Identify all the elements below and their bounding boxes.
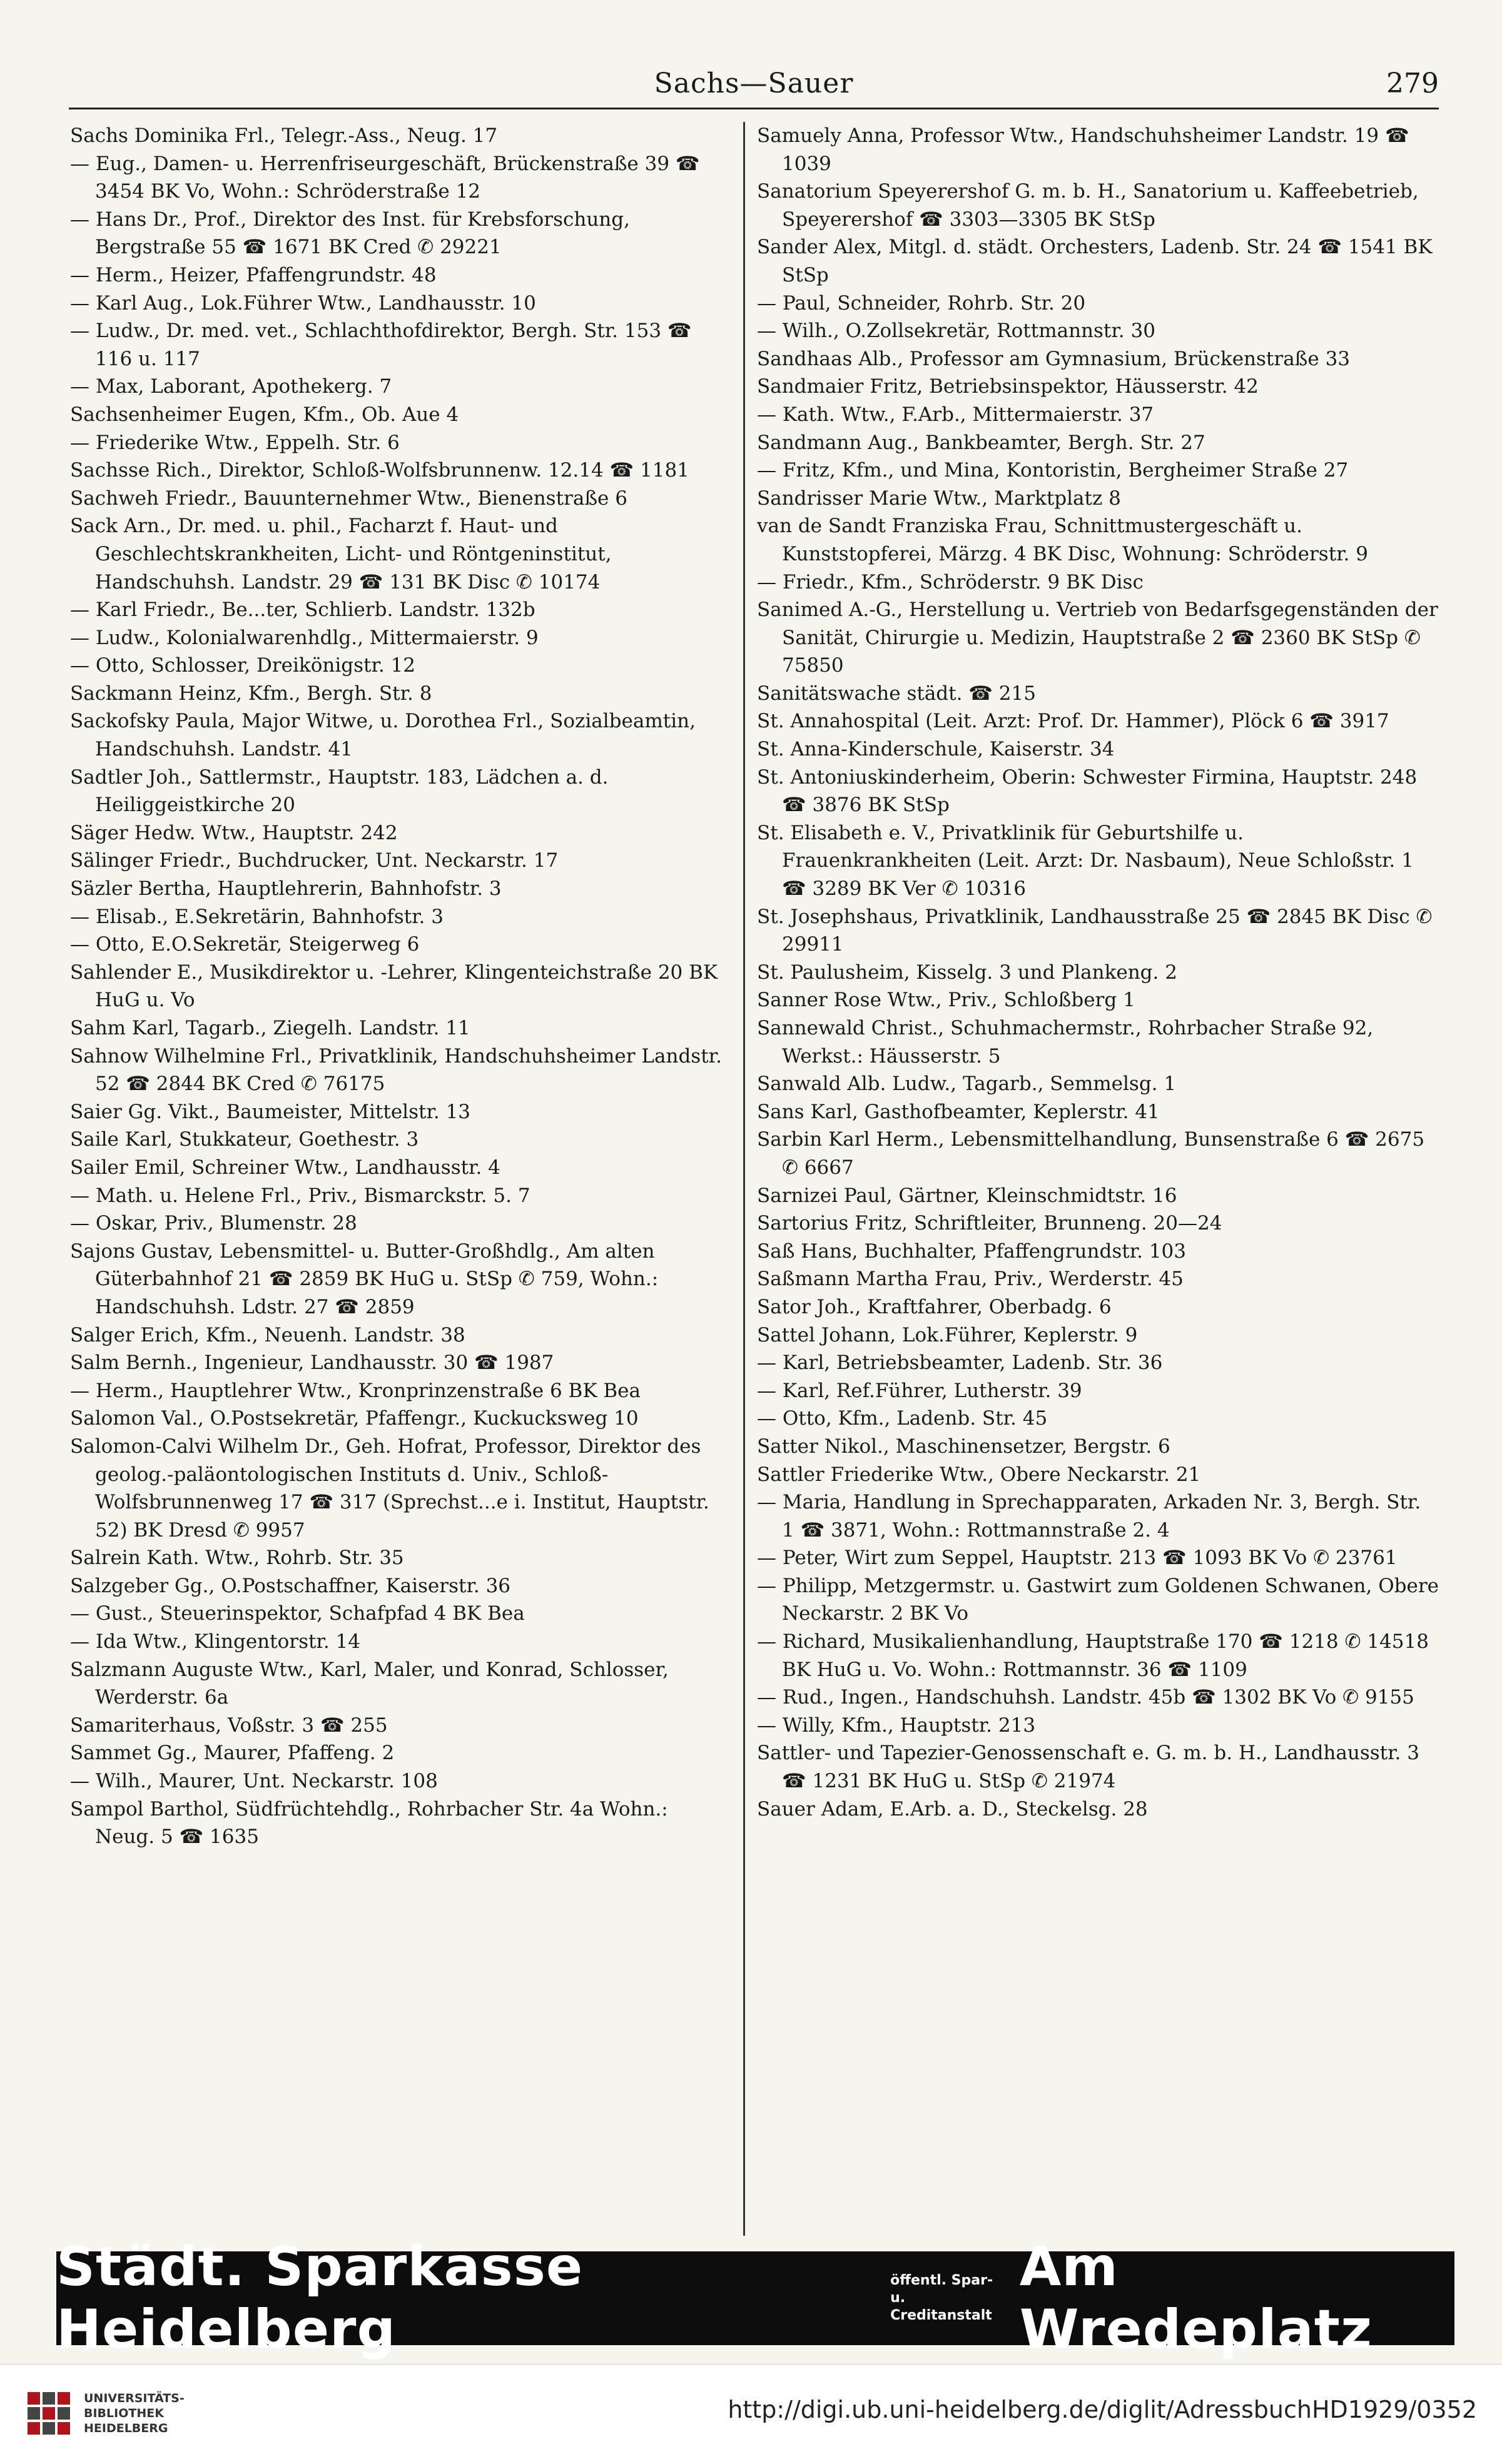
directory-entry: — Philipp, Metzgermstr. u. Gastwirt zum Goldenen Schwanen, Obere Neckarstr. 2 BK Vo [757,1574,1439,1625]
directory-entry: — Kath. Wtw., F.Arb., Mittermaierstr. 37 [757,403,1154,426]
page-header [69,68,1439,111]
column-divider [743,122,745,2236]
header-rule [69,108,1439,109]
directory-entry: Sailer Emil, Schreiner Wtw., Landhausstr. 4 [70,1156,500,1179]
directory-entry: Säzler Bertha, Hauptlehrerin, Bahnhofstr. 3 [70,877,502,901]
directory-entry: — Ludw., Dr. med. vet., Schlachthofdirektor, Bergh. Str. 153 ☎ 116 u. 117 [70,320,692,370]
directory-entry: — Otto, Kfm., Ladenb. Str. 45 [757,1407,1048,1430]
directory-entry: — Karl Friedr., Be...ter, Schlierb. Landstr. 132b [70,598,535,622]
directory-entry: — Wilh., O.Zollsekretär, Rottmannstr. 30 [757,320,1155,343]
directory-entry: Sartorius Fritz, Schriftleiter, Brunneng. 20—24 [757,1212,1222,1235]
directory-entry: Sahm Karl, Tagarb., Ziegelh. Landstr. 11 [70,1017,470,1039]
directory-entry: Salomon Val., O.Postsekretär, Pfaffengr., Kuckucksweg 10 [70,1407,639,1430]
directory-entry: Sattler Friederike Wtw., Obere Neckarstr. 21 [757,1463,1201,1486]
directory-entry: Sadtler Joh., Sattlermstr., Hauptstr. 183, Lädchen a. d. Heiliggeistkirche 20 [70,765,609,817]
directory-entry: Sammet Gg., Maurer, Pfaffeng. 2 [70,1742,395,1765]
directory-entry: — Karl Aug., Lok.Führer Wtw., Landhausstr. 10 [70,291,536,315]
running-title: Sachs—Sauer [654,68,854,99]
directory-entry: — Karl, Betriebsbeamter, Ladenb. Str. 36 [757,1351,1163,1375]
directory-entry: Sanner Rose Wtw., Priv., Schloßberg 1 [757,989,1135,1012]
directory-entry: Sattler- und Tapezier-Genossenschaft e. G. m. b. H., Landhausstr. 3 ☎ 1231 BK HuG u. StSp ✆ 21974 [757,1742,1419,1793]
directory-entry: — Friedr., Kfm., Schröderstr. 9 BK Disc [757,570,1144,593]
directory-entry: Samariterhaus, Voßstr. 3 ☎ 255 [70,1714,388,1737]
library-logo-icon [25,2390,73,2437]
directory-entry: Salger Erich, Kfm., Neuenh. Landstr. 38 [70,1323,465,1346]
directory-entry: Satter Nikol., Maschinensetzer, Bergstr. 6 [757,1435,1170,1458]
directory-entry: Sarnizei Paul, Gärtner, Kleinschmidtstr. 16 [757,1184,1177,1207]
directory-entry: — Otto, E.O.Sekretär, Steigerweg 6 [70,933,420,956]
directory-entry: — Math. u. Helene Frl., Priv., Bismarckstr. 5. 7 [70,1184,530,1207]
logo-line1: UNIVERSITÄTS- [84,2391,185,2405]
directory-entry: Sander Alex, Mitgl. d. städt. Orchesters, Ladenb. Str. 24 ☎ 1541 BK StSp [757,236,1433,286]
directory-entry: Sanimed A.-G., Herstellung u. Vertrieb von Bedarfsgegenständen der Sanität, Chirurgie u. Medizin, Hauptstraße 2 ☎ 2360 BK StSp ✆ 75850 [757,598,1438,677]
directory-entry: Sachsenheimer Eugen, Kfm., Ob. Aue 4 [70,403,459,426]
directory-entry: Sattel Johann, Lok.Führer, Keplerstr. 9 [757,1323,1138,1346]
banner-small-line2: Creditanstalt [890,2308,992,2323]
directory-entry: Sackmann Heinz, Kfm., Bergh. Str. 8 [70,682,432,705]
directory-entry: — Hans Dr., Prof., Direktor des Inst. für Krebsforschung, Bergstraße 55 ☎ 1671 BK Cred ✆ 29221 [70,208,630,259]
right-column [757,122,1439,2242]
directory-entry: Sandrisser Marie Wtw., Marktplatz 8 [757,487,1121,510]
directory-entry: Sachweh Friedr., Bauunternehmer Wtw., Bienenstraße 6 [70,487,627,510]
banner-small-line1: öffentl. Spar- u. [890,2273,993,2306]
directory-entry: — Elisab., E.Sekretärin, Bahnhofstr. 3 [70,905,444,928]
directory-entry: St. Josephshaus, Privatklinik, Landhausstraße 25 ☎ 2845 BK Disc ✆ 29911 [757,905,1433,956]
directory-entry: Salzgeber Gg., O.Postschaffner, Kaiserstr. 36 [70,1574,511,1597]
directory-entry: — Fritz, Kfm., und Mina, Kontoristin, Bergheimer Straße 27 [757,459,1349,482]
directory-entry: Sackofsky Paula, Major Witwe, u. Dorothea Frl., Sozialbeamtin, Handschuhsh. Landstr. 41 [70,710,696,761]
directory-entry: Sachsse Rich., Direktor, Schloß-Wolfsbrunnenw. 12.14 ☎ 1181 [70,459,689,482]
banner-right-text: Am Wredeplatz [1019,2236,1373,2361]
directory-entry: St. Elisabeth e. V., Privatklinik für Geburtshilfe u. Frauenkrankheiten (Leit. Arzt: Dr. Nasbaum), Neue Schloßstr. 1 ☎ 3289 BK Ver ✆ 10316 [757,821,1414,901]
directory-entry: Saile Karl, Stukkateur, Goethestr. 3 [70,1128,419,1151]
directory-entry: — Herm., Hauptlehrer Wtw., Kronprinzenstraße 6 BK Bea [70,1379,641,1402]
directory-entry: Sarbin Karl Herm., Lebensmittelhandlung, Bunsenstraße 6 ☎ 2675 ✆ 6667 [757,1128,1425,1179]
directory-entry: Sajons Gustav, Lebensmittel- u. Butter-Großhdlg., Am alten Güterbahnhof 21 ☎ 2859 BK HuG u. StSp ✆ 759, Wohn.: Handschuhsh. Ldstr. 27 ☎ 2859 [70,1240,659,1318]
left-column [70,122,733,2242]
logo-line2: BIBLIOTHEK [84,2406,164,2420]
logo-line3: HEIDELBERG [84,2421,168,2435]
directory-entry: Sandmaier Fritz, Betriebsinspektor, Häusserstr. 42 [757,375,1259,398]
directory-entry: — Rud., Ingen., Handschuhsh. Landstr. 45b ☎ 1302 BK Vo ✆ 9155 [757,1686,1414,1709]
directory-entry: Sator Joh., Kraftfahrer, Oberbadg. 6 [757,1295,1112,1318]
directory-entry: Saßmann Martha Frau, Priv., Werderstr. 45 [757,1268,1184,1291]
directory-entry: Salomon-Calvi Wilhelm Dr., Geh. Hofrat, Professor, Direktor des geolog.-paläontologischen Instituts d. Univ., Schloß-Wolfsbrunnenweg 17 ☎ 317 (Sprechst...e i. Institut, Hauptstr. 52) BK Dresd ✆ 9957 [70,1435,709,1542]
directory-entry: Sandmann Aug., Bankbeamter, Bergh. Str. 27 [757,431,1205,454]
directory-entry: St. Antoniuskinderheim, Oberin: Schwester Firmina, Hauptstr. 248 ☎ 3876 BK StSp [757,765,1418,817]
directory-entry: St. Annahospital (Leit. Arzt: Prof. Dr. Hammer), Plöck 6 ☎ 3917 [757,710,1389,733]
library-logo-text [84,2391,185,2436]
directory-entry: Salzmann Auguste Wtw., Karl, Maler, und Konrad, Schlosser, Werderstr. 6a [70,1658,669,1709]
directory-entry: Sandhaas Alb., Professor am Gymnasium, Brückenstraße 33 [757,347,1351,370]
directory-entry: — Eug., Damen- u. Herrenfriseurgeschäft, Brückenstraße 39 ☎ 3454 BK Vo, Wohn.: Schröderstraße 12 [70,152,700,203]
directory-entry: — Maria, Handlung in Sprechapparaten, Arkaden Nr. 3, Bergh. Str. 1 ☎ 3871, Wohn.: Rottmannstraße 2. 4 [757,1491,1421,1542]
directory-entry: — Max, Laborant, Apothekerg. 7 [70,375,392,398]
directory-entry: St. Anna-Kinderschule, Kaiserstr. 34 [757,738,1115,761]
directory-entry: Saß Hans, Buchhalter, Pfaffengrundstr. 103 [757,1240,1186,1263]
directory-entry: van de Sandt Franziska Frau, Schnittmustergeschäft u. Kunststopferei, Märzg. 4 BK Disc, Wohnung: Schröderstr. 9 [757,515,1368,565]
directory-entry: Sampol Barthol, Südfrüchtehdlg., Rohrbacher Str. 4a Wohn.: Neug. 5 ☎ 1635 [70,1797,668,1849]
digitization-footer [0,2364,1502,2464]
directory-entry: Sanwald Alb. Ludw., Tagarb., Semmelsg. 1 [757,1073,1177,1096]
library-logo[interactable] [25,2390,185,2437]
directory-entry: Sanatorium Speyerershof G. m. b. H., Sanatorium u. Kaffeebetrieb, Speyerershof ☎ 3303—3305 BK StSp [757,180,1419,231]
directory-entry: — Herm., Heizer, Pfaffengrundstr. 48 [70,263,437,286]
banner-small-text [890,2272,1003,2325]
directory-entry: — Friederike Wtw., Eppelh. Str. 6 [70,431,400,454]
directory-entry: Saier Gg. Vikt., Baumeister, Mittelstr. 13 [70,1100,471,1123]
directory-entry: Sannewald Christ., Schuhmachermstr., Rohrbacher Straße 92, Werkst.: Häusserstr. 5 [757,1017,1374,1068]
directory-entry: — Gust., Steuerinspektor, Schafpfad 4 BK Bea [70,1602,525,1625]
directory-entry: — Wilh., Maurer, Unt. Neckarstr. 108 [70,1770,438,1793]
directory-entry: St. Paulusheim, Kisselg. 3 und Plankeng. 2 [757,961,1177,984]
directory-entry: Sahlender E., Musikdirektor u. -Lehrer, Klingenteichstraße 20 BK HuG u. Vo [70,961,718,1012]
source-url-link[interactable]: http://digi.ub.uni-heidelberg.de/diglit/AdressbuchHD1929/0352 [728,2396,1477,2423]
directory-entry: — Peter, Wirt zum Seppel, Hauptstr. 213 ☎ 1093 BK Vo ✆ 23761 [757,1547,1398,1570]
directory-entry: Säger Hedw. Wtw., Hauptstr. 242 [70,821,398,844]
directory-entry: Sanitätswache städt. ☎ 215 [757,682,1036,705]
page-number: 279 [1386,68,1439,99]
directory-entry: — Paul, Schneider, Rohrb. Str. 20 [757,291,1086,315]
directory-entry: — Oskar, Priv., Blumenstr. 28 [70,1212,357,1235]
directory-entry: — Otto, Schlosser, Dreikönigstr. 12 [70,654,416,677]
directory-entry: — Richard, Musikalienhandlung, Hauptstraße 170 ☎ 1218 ✆ 14518 BK HuG u. Vo. Wohn.: Rottmannstr. 36 ☎ 1109 [757,1630,1429,1681]
directory-entry: — Willy, Kfm., Hauptstr. 213 [757,1714,1036,1737]
directory-entry: — Karl, Ref.Führer, Lutherstr. 39 [757,1379,1082,1402]
directory-entry: Sahnow Wilhelmine Frl., Privatklinik, Handschuhsheimer Landstr. 52 ☎ 2844 BK Cred ✆ 76175 [70,1044,722,1096]
directory-entry: Samuely Anna, Professor Wtw., Handschuhsheimer Landstr. 19 ☎ 1039 [757,124,1409,175]
directory-entry: Sans Karl, Gasthofbeamter, Keplerstr. 41 [757,1100,1160,1123]
directory-entry: — Ida Wtw., Klingentorstr. 14 [70,1630,361,1654]
advertisement-banner [56,2236,1454,2361]
directory-entry: Salm Bernh., Ingenieur, Landhausstr. 30 ☎ 1987 [70,1351,554,1375]
banner-left-text: Städt. Sparkasse Heidelberg [56,2236,584,2361]
directory-entry: Sälinger Friedr., Buchdrucker, Unt. Neckarstr. 17 [70,849,559,872]
directory-entry: Sauer Adam, E.Arb. a. D., Steckelsg. 28 [757,1797,1148,1820]
directory-entry: Sachs Dominika Frl., Telegr.-Ass., Neug. 17 [70,124,498,147]
directory-entry: Salrein Kath. Wtw., Rohrb. Str. 35 [70,1547,404,1570]
directory-entry: — Ludw., Kolonialwarenhdlg., Mittermaierstr. 9 [70,626,539,649]
directory-entry: Sack Arn., Dr. med. u. phil., Facharzt f. Haut- und Geschlechtskrankheiten, Licht- und Röntgeninstitut, Handschuhsh. Landstr. 29 ☎ 131 BK Disc ✆ 10174 [70,515,612,593]
